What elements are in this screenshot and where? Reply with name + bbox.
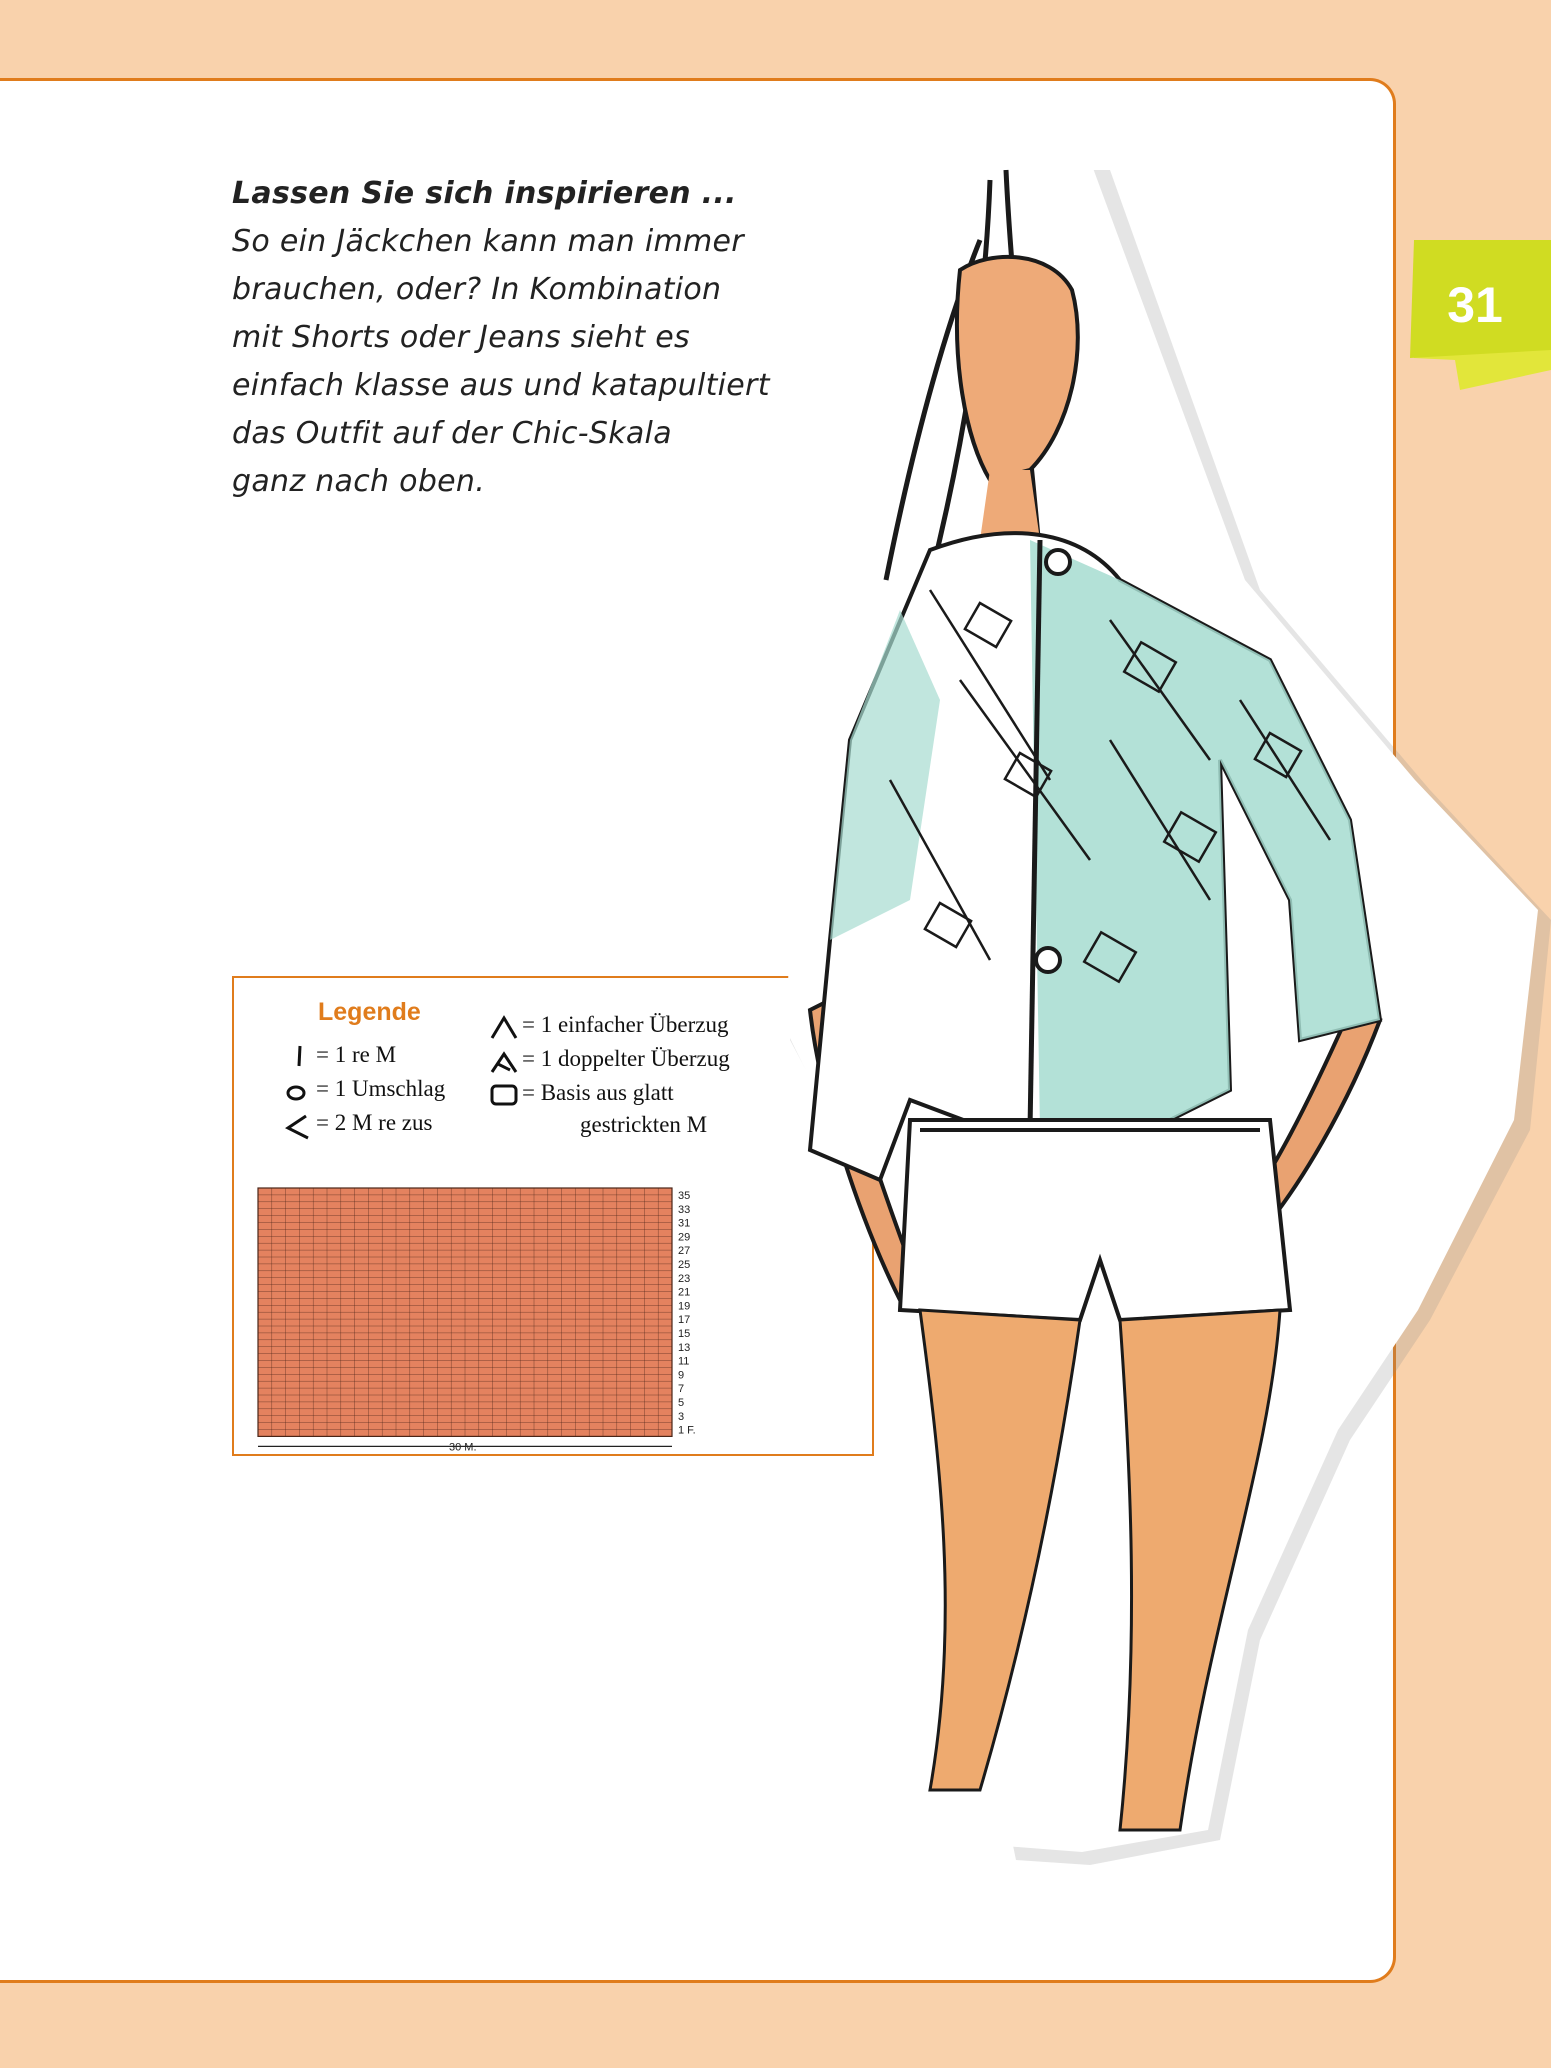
- row-label: 25: [678, 1259, 691, 1272]
- button-top: [1046, 550, 1070, 574]
- row-label: 19: [678, 1300, 691, 1313]
- fashion-illustration: [790, 140, 1551, 1940]
- row-label: 33: [678, 1203, 691, 1216]
- row-label: 27: [678, 1245, 691, 1258]
- row-label: 3: [678, 1410, 685, 1423]
- width-label: 30 M.: [449, 1441, 477, 1454]
- intro-line: einfach klasse aus und katapultiert: [232, 368, 770, 403]
- row-label: 31: [678, 1217, 691, 1230]
- intro-line: ganz nach oben.: [232, 464, 486, 499]
- page-number: 31: [1447, 277, 1503, 333]
- intro-line: brauchen, oder? In Kombination: [232, 272, 722, 307]
- row-label: 9: [678, 1369, 685, 1382]
- row-label: 7: [678, 1383, 685, 1396]
- legend-title: Legende: [318, 998, 421, 1026]
- neck: [980, 470, 1040, 540]
- knit-stitch-icon: [292, 1042, 308, 1068]
- row-label: 5: [678, 1397, 685, 1410]
- intro-line: So ein Jäckchen kann man immer: [232, 224, 744, 259]
- single-decrease-icon: [490, 1014, 518, 1042]
- button-bottom: [1036, 948, 1060, 972]
- k2tog-icon: [282, 1112, 312, 1142]
- intro-title: Lassen Sie sich inspirieren ...: [232, 176, 737, 211]
- row-label: 21: [678, 1286, 691, 1299]
- double-decrease-icon: [490, 1048, 518, 1076]
- row-label: 11: [678, 1355, 690, 1368]
- knitting-chart-box: Legende = 1 re M = 1 Umschlag = 2 M re zus = 1 einfacher Überzug = 1 doppelter Überzug = Basis aus glatt gestrickten M 35 33 31 29 27 25 23 21 19 17 15 13 11 9 7 5 3 1 F. 30 M.: [232, 976, 874, 1456]
- base-square-icon: [490, 1082, 520, 1108]
- row-label: 35: [678, 1190, 691, 1203]
- row-label: 29: [678, 1231, 691, 1244]
- row-label: 17: [678, 1314, 691, 1327]
- legend-base-line2: gestrickten M: [580, 1112, 708, 1137]
- row-label: 13: [678, 1341, 691, 1354]
- row-label: 23: [678, 1272, 691, 1285]
- row-label: 1 F.: [678, 1424, 696, 1437]
- intro-line: das Outfit auf der Chic-Skala: [232, 416, 672, 451]
- row-label: 15: [678, 1328, 691, 1341]
- intro-line: mit Shorts oder Jeans sieht es: [232, 320, 690, 355]
- knitting-chart-grid: [254, 1186, 864, 1454]
- yarn-over-icon: [284, 1080, 310, 1106]
